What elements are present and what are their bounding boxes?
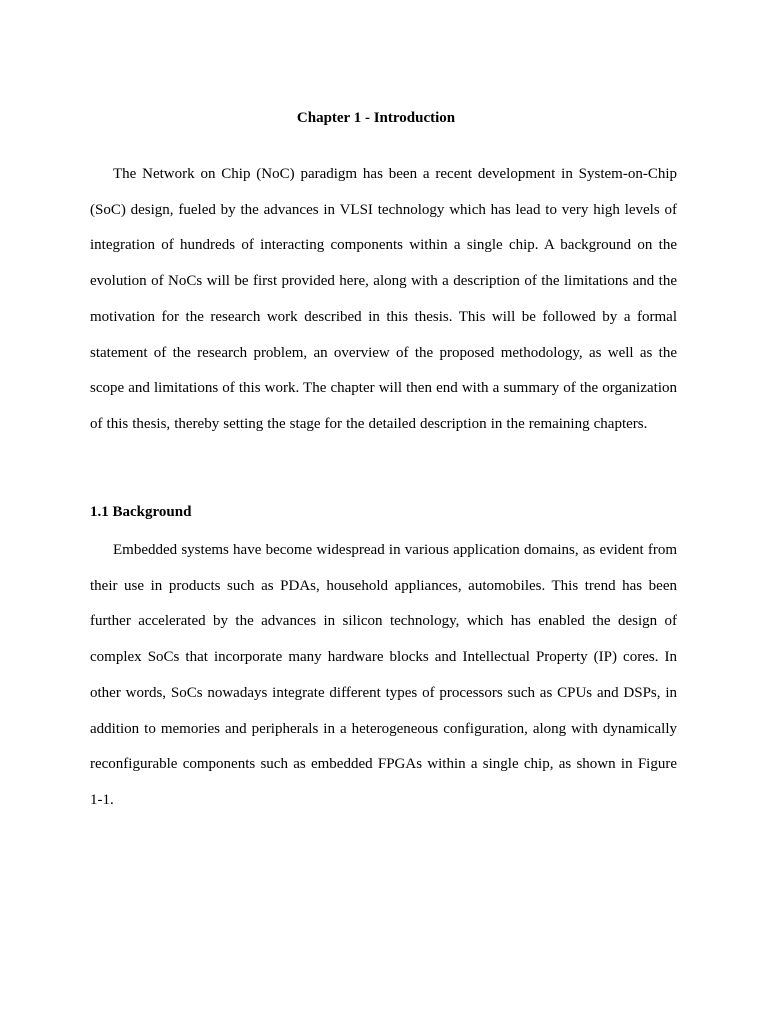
section-heading-background: 1.1 Background [90, 504, 192, 520]
chapter-title: Chapter 1 - Introduction [296, 110, 456, 126]
intro-paragraph: The Network on Chip (NoC) paradigm has been a recent development in System-on-Chip (SoC) design, fueled by the advances in VLSI technology which has lead to very high levels of integration of hundreds of interacting components within a single chip. A background on the evolution of NoCs will be first provided here, along with a description of the limitations and the motivation for the research work described in this thesis. This will be followed by a formal statement of the research problem, an overview of the proposed methodology, as well as the scope and limitations of this work. The chapter will then end with a summary of the organization of this thesis, thereby setting the stage for the detailed description in the remaining chapters. [90, 166, 677, 432]
background-paragraph: Embedded systems have become widespread in various application domains, as evident from their use in products such as PDAs, household appliances, automobiles. This trend has been further accelerated by the advances in silicon technology, which has enabled the design of complex SoCs that incorporate many hardware blocks and Intellectual Property (IP) cores. In other words, SoCs nowadays integrate different types of processors such as CPUs and DSPs, in addition to memories and peripherals in a heterogeneous configuration, along with dynamically reconfigurable components such as embedded FPGAs within a single chip, as shown in Figure 1-1. [90, 542, 677, 808]
